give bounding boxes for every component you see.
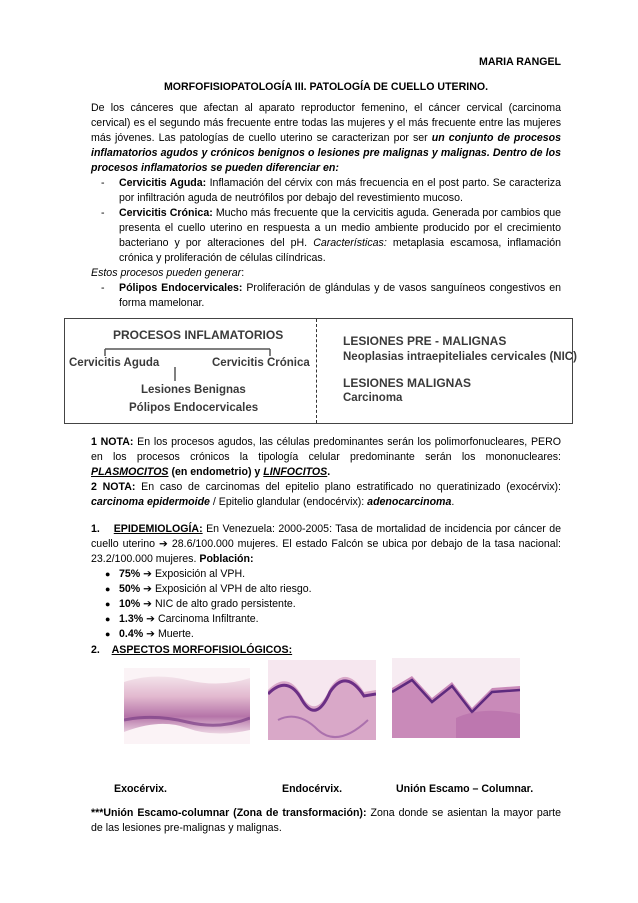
list-item: ● 10% ➔ NIC de alto grado persistente. bbox=[105, 598, 296, 610]
endocervix-micrograph bbox=[268, 660, 376, 740]
list-item-polipos: - Pólipos Endocervicales: Proliferación de glándulas y de vasos sanguíneos congestivos en forma mamelonar. bbox=[101, 282, 561, 309]
list-item: ● 1.3% ➔ Carcinoma Infiltrante. bbox=[105, 613, 259, 625]
union-note: ***Unión Escamo-columnar (Zona de transformación): Zona donde se asientan la mayor parte de las lesiones pre-malignas y malignas. bbox=[91, 807, 562, 834]
document-title: MORFOFISIOPATOLOGÍA III. PATOLOGÍA DE CUELLO UTERINO. bbox=[163, 81, 489, 93]
cervicitis-aguda-label: Cervicitis Aguda bbox=[69, 357, 160, 369]
notes-section bbox=[91, 435, 561, 510]
nic-label: Neoplasias intraepiteliales cervicales (NIC) bbox=[343, 351, 577, 363]
epidemiologia-section bbox=[91, 522, 561, 642]
epidemiologia-paragraph: 1. EPIDEMIOLOGÍA: En Venezuela: 2000-2005: Tasa de mortalidad de incidencia por cáncer de cuello uterino ➔ 28.6/100.000 mujeres. El estado Falcón se ubica por debajo de la tasa nacional: 23.2/100.000 mujeres. Población: bbox=[91, 523, 561, 565]
aspectos-heading: 2. ASPECTOS MORFOFISIOLÓGICOS: bbox=[91, 644, 293, 656]
list-item: ● 75% ➔ Exposición al VPH. bbox=[105, 568, 246, 580]
list-item-cervicitis-aguda: - Cervicitis Aguda: Inflamación del cérvix con más frecuencia en el post parto. Se caracteriza por infiltración aguda de neutrófilos por debajo del revestimiento mucoso. bbox=[101, 177, 561, 204]
author-name: MARIA RANGEL bbox=[479, 56, 561, 68]
caption-exocervix: Exocérvix. bbox=[114, 783, 168, 795]
note-1: 1 NOTA: En los procesos agudos, las células predominantes serán los polimorfonucleares, PERO en los procesos crónicos la tipología celular predominante serán los mononucleares: PLASMOCITOS (en endometrio) y LINFOCITOS. bbox=[91, 436, 561, 478]
list-item-cervicitis-cronica: - Cervicitis Crónica: Mucho más frecuente que la cervicitis aguda. Generada por cambios que presenta el cuello uterino en respuesta a un medio ambiente producido por el crecimiento bacteriano y por alteraciones del pH. Características: metaplasia escamosa, inflamación crónica y proliferación de células cilíndricas. bbox=[101, 207, 561, 264]
list-item: ● 50% ➔ Exposición al VPH de alto riesgo. bbox=[105, 583, 312, 595]
carcinoma-label: Carcinoma bbox=[343, 392, 403, 404]
procesos-inflamatorios-label: PROCESOS INFLAMATORIOS bbox=[113, 328, 284, 342]
caption-union: Unión Escamo – Columnar. bbox=[396, 783, 534, 795]
caption-endocervix: Endocérvix. bbox=[282, 783, 343, 795]
cervicitis-cronica-label: Cervicitis Crónica bbox=[212, 357, 310, 369]
intro-section bbox=[91, 101, 561, 311]
lesiones-malignas-label: LESIONES MALIGNAS bbox=[343, 376, 472, 390]
lesiones-pre-malignas-label: LESIONES PRE - MALIGNAS bbox=[343, 334, 507, 348]
union-escamo-columnar-micrograph bbox=[392, 658, 520, 738]
classification-diagram bbox=[64, 318, 577, 424]
note-2: 2 NOTA: En caso de carcinomas del epitelio plano estratificado no queratinizado (exocérvix): carcinoma epidermoide / Epitelio glandular (endocérvix): adenocarcinoma. bbox=[91, 481, 561, 508]
intro-paragraph: De los cánceres que afectan al aparato reproductor femenino, el cáncer cervical (carcinoma cervical) es el segundo más frecuente entre todas las mujeres y el más frecuente entre las mujeres más jóvenes. Las patologías de cuello uterino se caracterizan por ser un conjunto de procesos inflamatorios agudos y crónicos benignos o lesiones pre malignas y malignas. Dentro de los procesos inflamatorios se pueden diferenciar en: bbox=[91, 102, 561, 174]
lesiones-benignas-label: Lesiones Benignas bbox=[141, 384, 246, 396]
diagram-divider bbox=[316, 319, 317, 423]
poblacion-list bbox=[91, 567, 561, 642]
list-item: ● 0.4% ➔ Muerte. bbox=[105, 628, 194, 640]
polipos-endocervicales-label: Pólipos Endocervicales bbox=[129, 402, 259, 414]
exocervix-micrograph bbox=[124, 668, 250, 748]
generate-line: Estos procesos pueden generar: bbox=[91, 267, 245, 279]
